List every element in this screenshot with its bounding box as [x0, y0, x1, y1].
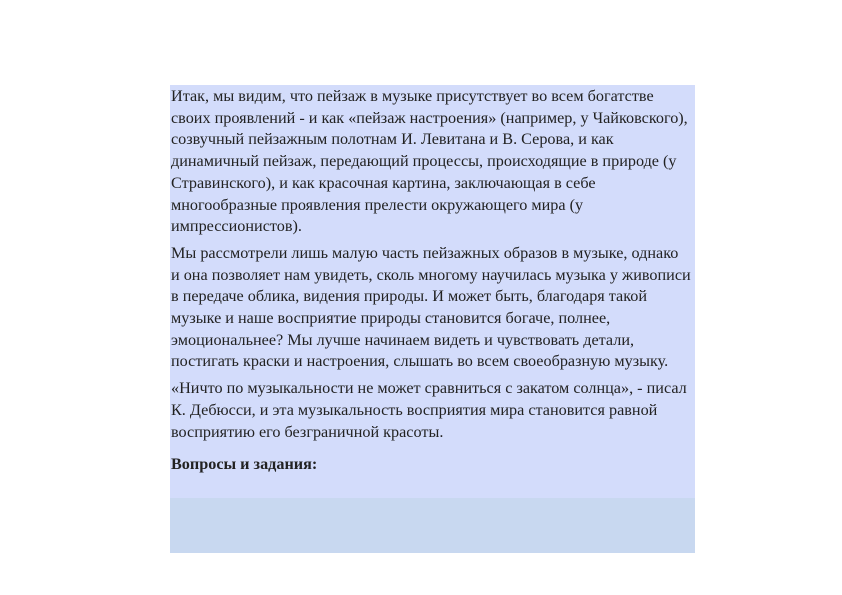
paragraph-debussy-quote: «Ничто по музыкальности не может сравниться с закатом солнца», - писал К. Дебюсси, и эта музыкальность восприятия мира становится равной восприятию его безграничной красоты.: [171, 379, 687, 441]
paragraph-landscape-summary: Итак, мы видим, что пейзаж в музыке присутствует во всем богатстве своих проявлений - и как «пейзаж настроения» (например, у Чайковского), созвучный пейзажным полотнам И. Левитана и В. Серова, и как динамичный пейзаж, передающий процессы, происходящие в природе (у Стравинского), и как красочная картина, заключающая в себе многообразные проявления прелести окружающего мира (у импрессионистов).: [171, 87, 688, 236]
text-block: [170, 85, 695, 498]
paragraph-landscape-images: Мы рассмотрели лишь малую часть пейзажных образов в музыке, однако и она позволяет нам увидеть, сколь многому научилась музыка у живописи в передаче облика, видения природы. И может быть, благодаря такой музыке и наше восприятие природы становится богаче, полнее, эмоциональнее? Мы лучше начинаем видеть и чувствовать детали, постигать краски и настроения, слышать во всем своеобразную музыку.: [171, 243, 691, 371]
empty-content-area: [170, 498, 695, 553]
questions-heading: Вопросы и задания:: [171, 455, 318, 474]
